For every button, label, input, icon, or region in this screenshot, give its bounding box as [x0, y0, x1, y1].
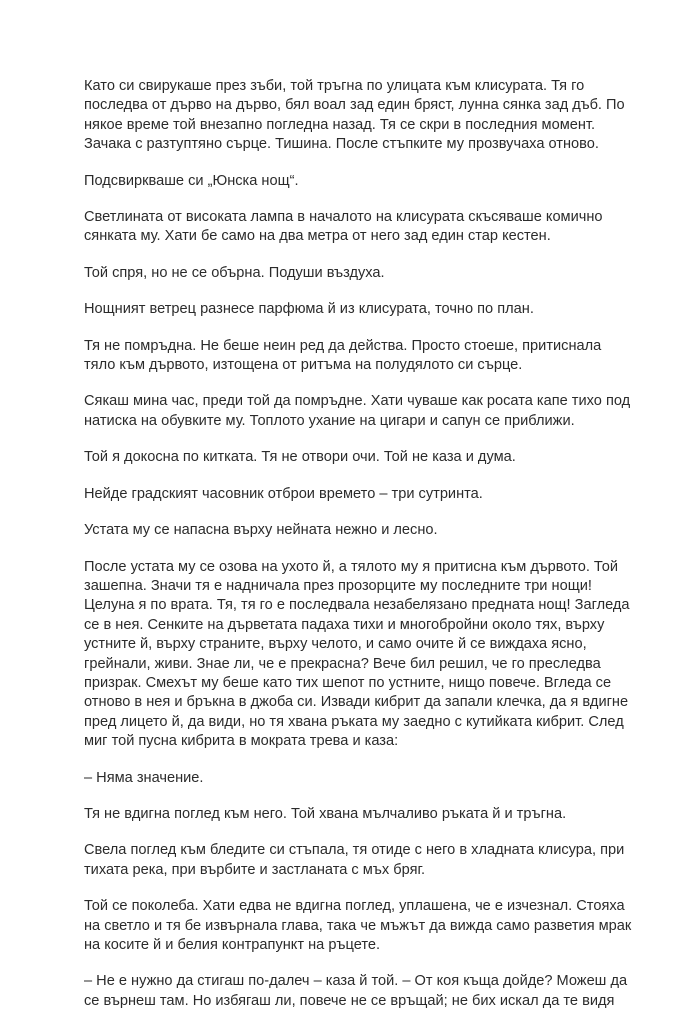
text-line: тяло към дървото, изтощена от ритъма на полудялото си сърце.: [84, 357, 523, 374]
text-line: Целуна я по врата. Тя, тя го е последвала незабелязано предната нощ! Загледа: [84, 597, 630, 614]
text-line: на косите й и белия контрапункт на ръцете.: [84, 937, 381, 953]
paragraph: [84, 897, 632, 955]
text-line: зашепна. Значи тя е надничала през прозорците му последните три нощи!: [84, 577, 592, 594]
paragraph: [84, 769, 620, 788]
text-line: грейнали, живи. Знае ли, че е прекрасна? Вече бил решил, че го преследва: [84, 655, 601, 672]
paragraph: [84, 300, 620, 319]
paragraph: [84, 805, 620, 824]
paragraph: [84, 337, 620, 376]
paragraph: [84, 485, 620, 504]
text-line: миг той пусна кибрита в мократа трева и каза:: [84, 733, 399, 750]
text-line: Като си свирукаше през зъби, той тръгна по улицата към клисурата. Тя го: [84, 78, 585, 94]
text-line: – Няма значение.: [84, 769, 204, 786]
text-line: натиска на обувките му. Топлото ухание на цигари и сапун се приближи.: [84, 412, 575, 429]
text-line: Свела поглед към бледите си стъпала, тя отиде с него в хладната клисура, при: [84, 842, 625, 859]
text-line: се в нея. Сенките на дърветата падаха тихи и многобройни около тях, върху: [84, 616, 605, 633]
paragraph: [84, 77, 625, 155]
body-text: [84, 77, 632, 1028]
paragraph: [84, 264, 620, 283]
paragraph: [84, 558, 630, 752]
paragraph: [84, 841, 625, 880]
paragraph: [84, 208, 620, 247]
paragraph: [84, 521, 620, 540]
text-line: някое време той внезапно погледна назад. Тя се скри в последния момент.: [84, 116, 596, 133]
text-line: Зачака с разтуптяно сърце. Тишина. После стъпките му прозвучаха отново.: [84, 136, 599, 153]
text-line: Той я докосна по китката. Тя не отвори очи. Той не каза и дума.: [84, 449, 516, 466]
text-line: тихата река, при върбите и застланата с мъх бряг.: [84, 861, 426, 878]
text-line: – Не е нужно да стигаш по-далеч – каза й той. – От коя къща дойде? Можеш да: [84, 973, 628, 990]
text-line: Устата му се напасна върху нейната нежно и лесно.: [84, 522, 438, 539]
text-line: Подсвиркваше си „Юнска нощ“.: [84, 172, 299, 189]
text-line: Сякаш мина час, преди той да помръдне. Хати чуваше как росата капе тихо под: [84, 393, 631, 410]
text-line: Светлината от високата лампа в началото на клисурата скъсяваше комично: [84, 209, 603, 226]
paragraph: [84, 448, 620, 467]
text-line: призрак. Смехът му беше като тих шепот по устните, нищо повече. Вгледа се: [84, 674, 612, 691]
text-line: на светло и тя бе извърнала глава, така че мъжът да вижда само разветия мрак: [84, 917, 632, 934]
text-line: се върнеш там. Но избягаш ли, повече не се връщай; не бих искал да те видя: [84, 992, 615, 1009]
paragraph: [84, 972, 628, 1011]
text-line: устните й, върху страните, върху челото, и само очите й се виждаха ясно,: [84, 636, 587, 653]
text-line: Той спря, но не се обърна. Подуши въздуха.: [84, 264, 385, 281]
paragraph: [84, 172, 620, 191]
text-line: отново в нея и бръкна в джоба си. Извади кибрит да запали клечка, да я вдигне: [84, 694, 629, 711]
text-line: последва от дърво на дърво, бял воал зад един бряст, лунна сянка зад дъб. По: [84, 97, 625, 114]
text-line: Нейде градският часовник отброи времето – три сутринта.: [84, 485, 483, 502]
paragraph: [84, 392, 631, 431]
text-line: Той се поколеба. Хати едва не вдигна поглед, уплашена, че е изчезнал. Стояха: [84, 898, 625, 915]
text-line: пред лицето й, да види, но тя хвана ръката му заедно с кутийката кибрит. След: [84, 713, 624, 730]
text-line: Нощният ветрец разнесе парфюма й из клисурата, точно по план.: [84, 301, 534, 318]
text-line: Тя не вдигна поглед към него. Той хвана мълчаливо ръката й и тръгна.: [84, 805, 567, 822]
text-line: сянката му. Хати бе само на два метра от него зад един стар кестен.: [84, 228, 551, 245]
text-line: После устата му се озова на ухото й, а тялото му я притисна към дървото. Той: [84, 558, 618, 575]
text-line: Тя не помръдна. Не беше неин ред да действа. Просто стоеше, притиснала: [84, 337, 602, 354]
